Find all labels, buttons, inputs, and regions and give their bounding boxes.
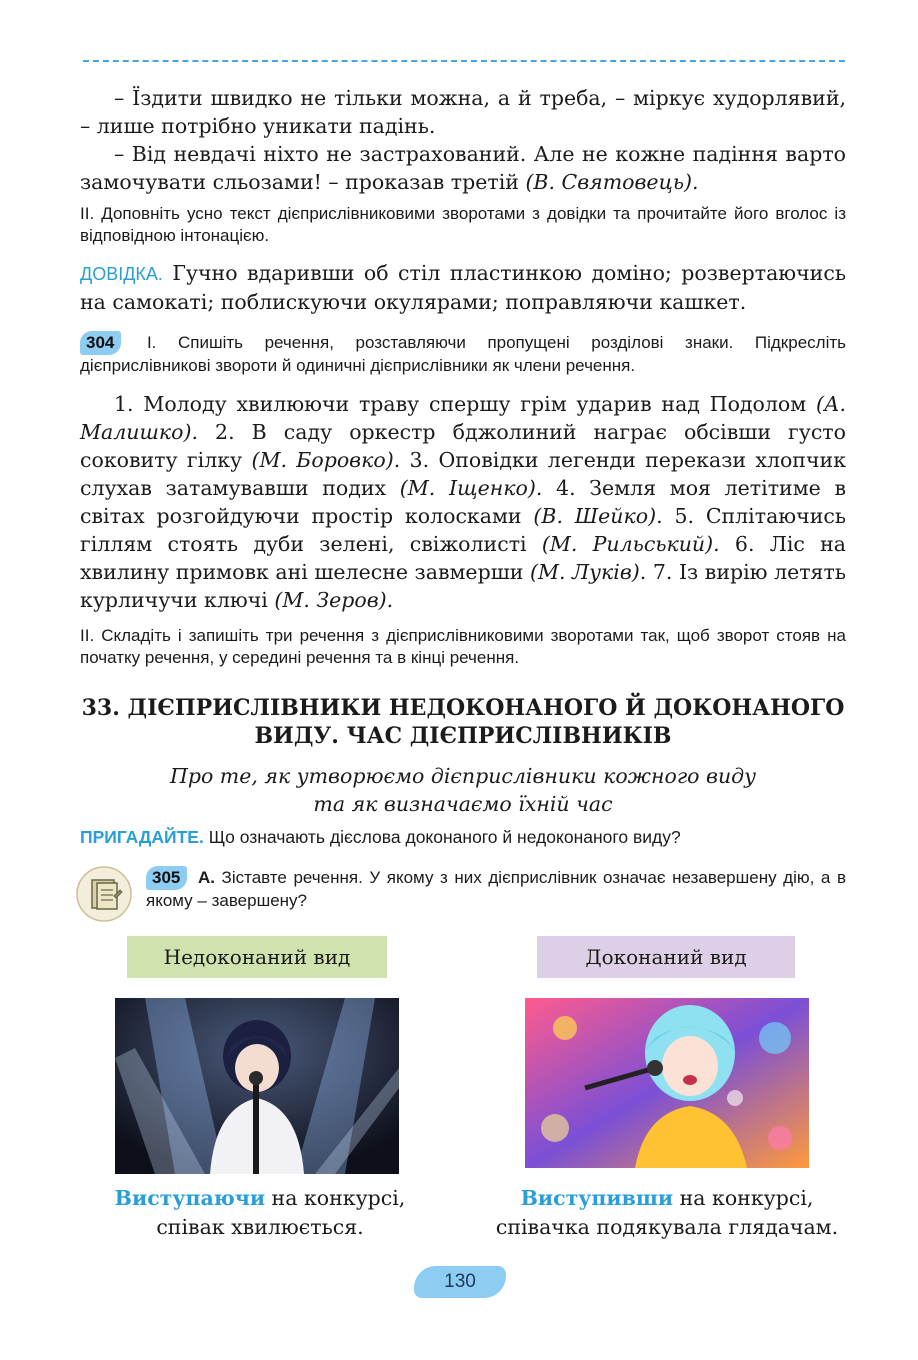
caption-perfective-line-2: співачка подякувала глядачам. [495,1215,839,1239]
sentence-5: 5. Сплітаючись гіллям стоять дуби зелені, свіжолисті [80,504,847,556]
author-4: (В. Шейко). [533,504,663,528]
exercise-304-task-ii-text: ІІ. Складіть і запишіть три речення з дієприслівниковими зворотами так, щоб зворот стояв на початку речення, у середині речення та в кінці речення. [80,626,846,667]
caption-imperfective-line-2: співак хвилюється. [156,1215,364,1239]
tag-imperfective: Недоконаний вид [127,936,387,978]
exercise-305-label: А. [197,868,215,887]
top-dashed-divider [83,60,845,62]
dovidka-label: ДОВІДКА. [80,264,163,284]
exercise-304-task [80,331,846,377]
caption-imperfective [90,1184,430,1242]
author-3: (М. Іщенко). [399,476,543,500]
tag-perfective: Доконаний вид [537,936,795,978]
exercise-304-task-ii [80,625,846,669]
page-number: 130 [414,1266,506,1298]
male-singer-image [115,998,399,1174]
exercise-304-paragraph [80,390,846,614]
author-5: (М. Рильський). [541,532,720,556]
author-1: (А. Малишко). [80,392,846,444]
author-6: (М. Луків). [529,560,647,584]
caption-perfective [456,1184,878,1242]
section-title-line-1: 33. ДІЄПРИСЛІВНИКИ НЕДОКОНАНОГО Й ДОКОНАНОГО [81,695,845,721]
task-ii-top [80,203,846,247]
intro-text [80,84,846,196]
paragraph-2-text: – Від невдачі ніхто не застрахований. Але не кожне падіння варто замочувати сльозами! – проказав третій [80,142,846,194]
dovidka-text: Гучно вдаривши об стіл пластинкою доміно; розвертаючись на самокаті; поблискуючи окулярами; поправляючи кашкет. [80,261,846,314]
caption-perfective-keyword: Виступивши [520,1186,674,1210]
author-7: (М. Зеров). [274,588,394,612]
remember-block [80,826,846,848]
paragraph-1: – Їздити швидко не тільки можна, а й треба, – міркує худорлявий, – лише потрібно уникати падінь. [80,86,846,138]
female-singer-image [525,998,809,1168]
author-2: (М. Боровко). [251,448,401,472]
section-title [80,694,846,750]
exercise-305-badge: 305 [146,866,187,890]
caption-imperfective-rest: на конкурсі, [265,1186,406,1210]
dovidka [80,259,846,316]
remember-text: Що означають дієслова доконаного й недоконаного виду? [203,827,681,847]
sentence-3: 3. Оповідки легенди перекази хлопчик слухав затамувавши подих [80,448,847,500]
exercise-304-badge: 304 [80,331,121,355]
exercise-305-task [146,866,846,912]
sentence-7: 7. Із вирію летять курличучи ключі [80,560,846,612]
paragraph-2 [80,140,846,196]
sentence-4: 4. Земля моя летітиме в світах розгойдуючи простір колосками [80,476,847,528]
remember-label: ПРИГАДАЙТЕ. [80,827,204,847]
exercise-304-task-text: І. Спишіть речення, розставляючи пропущені розділові знаки. Підкресліть дієприслівникові звороти й одиничні дієприслівники як члени речення. [80,333,846,375]
task-ii-top-text: ІІ. Доповніть усно текст дієприслівниковими зворотами з довідки та прочитайте його вголос із відповідною інтонацією. [80,204,846,245]
sentence-2: 2. В саду оркестр бджолиний награє обсівши густо соковиту гілку [80,420,846,472]
section-title-line-2: ВИДУ. ЧАС ДІЄПРИСЛІВНИКІВ [254,723,672,749]
section-subtitle [80,762,846,818]
exercise-304-sentences [80,390,846,614]
paragraph-2-author: (В. Святовець). [525,170,699,194]
sentence-1: 1. Молоду хвилюючи траву спершу грім ударив над Подолом [114,392,816,416]
sentence-6: 6. Ліс на хвилину примовк ані шелесне завмерши [80,532,847,584]
exercise-305-text: Зіставте речення. У якому з них дієприслівник означає незавершену дію, а в якому – завершену? [146,868,846,910]
caption-imperfective-keyword: Виступаючи [114,1186,266,1210]
caption-perfective-rest: на конкурсі, [673,1186,814,1210]
section-subtitle-line-1: Про те, як утворюємо дієприслівники кожного виду [169,764,757,788]
section-subtitle-line-2: та як визначаємо їхній час [313,792,613,816]
notebook-icon [76,866,132,922]
